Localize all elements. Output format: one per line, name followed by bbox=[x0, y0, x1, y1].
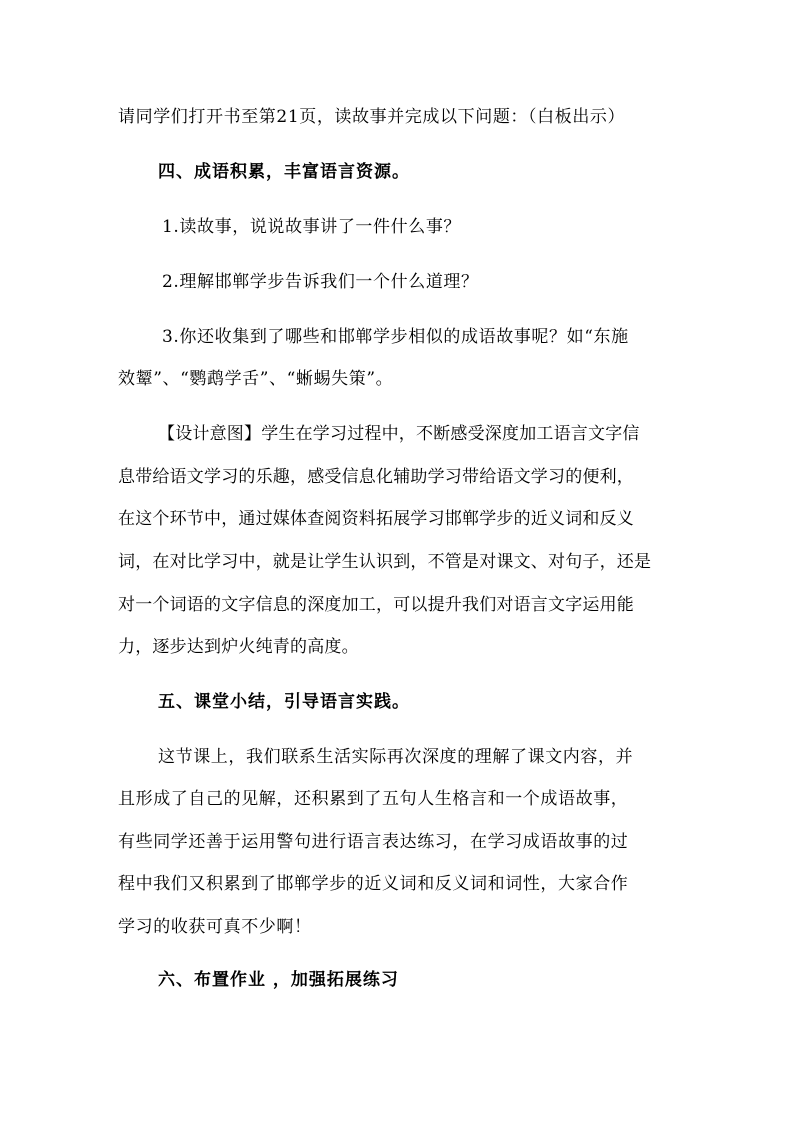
design-intent-line: 【设计意图】学生在学习过程中，不断感受深度加工语言文字信 bbox=[158, 424, 640, 444]
question-1: 1.读故事，说说故事讲了一件什么事？ bbox=[162, 217, 462, 237]
summary-line: 学习的收获可真不少啊！ bbox=[118, 917, 312, 937]
section4-heading: 四、成语积累，丰富语言资源。 bbox=[158, 162, 410, 182]
summary-line: 这节课上，我们联系生活实际再次深度的理解了课文内容，并 bbox=[158, 747, 634, 767]
design-intent-line: 对一个词语的文字信息的深度加工，可以提升我们对语言文字运用能 bbox=[118, 595, 634, 615]
summary-line: 程中我们又积累到了邯郸学步的近义词和反义词和词性，大家合作 bbox=[118, 874, 629, 894]
summary-line: 有些同学还善于运用警句进行语言表达练习，在学习成语故事的过 bbox=[118, 832, 629, 852]
design-intent-line: 在这个环节中，通过媒体查阅资料拓展学习邯郸学步的近义词和反义 bbox=[118, 509, 634, 529]
design-intent-line: 息带给语文学习的乐趣，感受信息化辅助学习带给语文学习的便利， bbox=[118, 467, 634, 487]
question-3-line-1: 3.你还收集到了哪些和邯郸学步相似的成语故事呢？如“东施 bbox=[162, 327, 629, 347]
design-intent-line: 力，逐步达到炉火纯青的高度。 bbox=[118, 637, 359, 657]
section6-heading: 六、布置作业 ，加强拓展练习 bbox=[158, 970, 399, 990]
design-intent-line: 词，在对比学习中，就是让学生认识到，不管是对课文、对句子，还是 bbox=[118, 552, 652, 572]
summary-line: 且形成了自己的见解，还积累到了五句人生格言和一个成语故事， bbox=[118, 789, 629, 809]
question-3-line-2: 效颦”、“鹦鹉学舌”、“蜥蜴失策”。 bbox=[118, 369, 394, 389]
intro-line: 请同学们打开书至第21页，读故事并完成以下问题：（白板出示） bbox=[118, 107, 626, 127]
section5-heading: 五、课堂小结，引导语言实践。 bbox=[158, 692, 410, 712]
question-2: 2.理解邯郸学步告诉我们一个什么道理？ bbox=[162, 272, 479, 292]
